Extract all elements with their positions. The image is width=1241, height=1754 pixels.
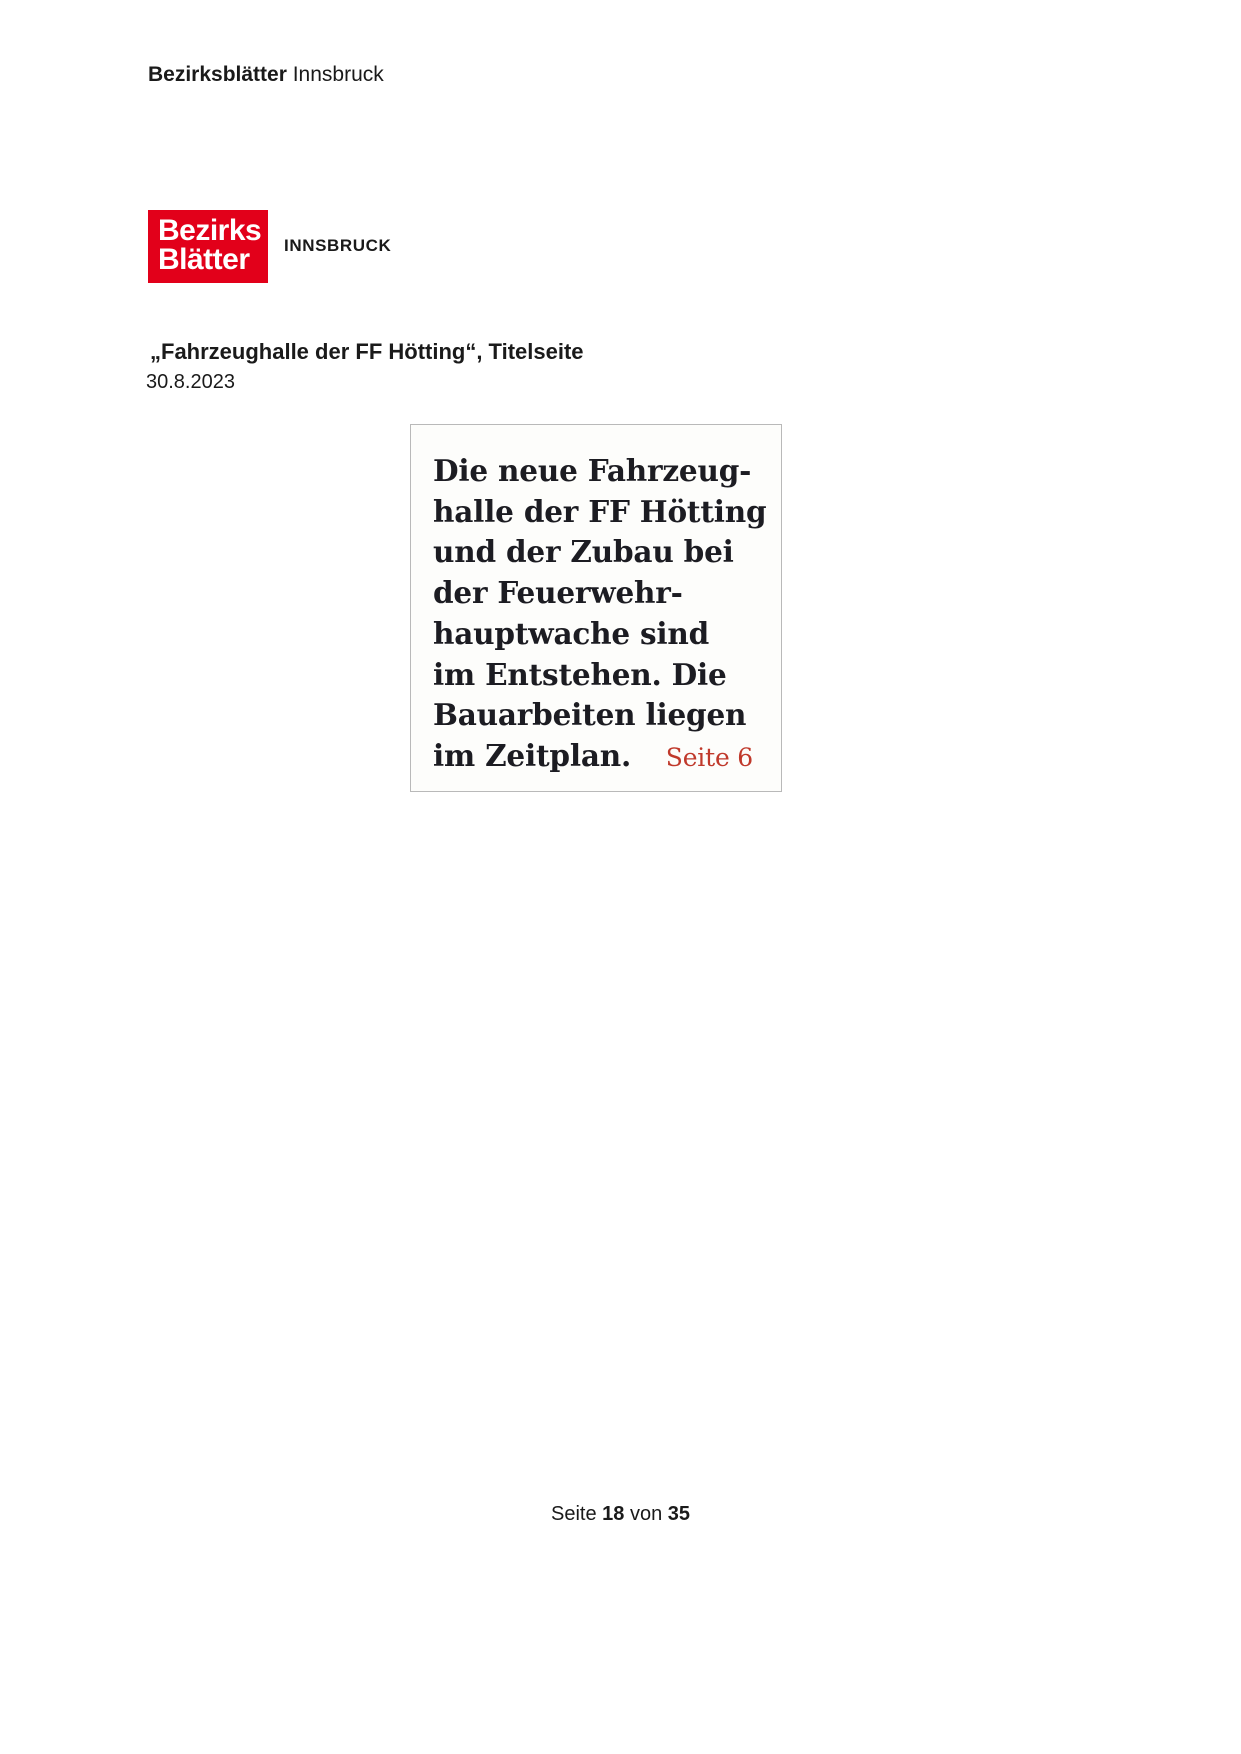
publication-logo <box>148 210 391 283</box>
footer-prefix: Seite <box>550 1503 603 1525</box>
header-brand: Bezirksblätter <box>148 63 287 86</box>
logo-region-label: INNSBRUCK <box>284 236 392 256</box>
clipping-line: im Entstehen. Die <box>433 656 727 692</box>
page-footer <box>0 1502 1241 1526</box>
document-header <box>148 62 384 87</box>
newspaper-clipping <box>410 424 782 792</box>
footer-current-page: 18 <box>602 1503 625 1525</box>
footer-total-pages: 35 <box>667 1503 690 1525</box>
clipping-line: Die neue Fahrzeug- <box>433 453 752 488</box>
clipping-line: Bauarbeiten liegen <box>433 697 747 733</box>
clipping-line: im Zeitplan. <box>433 737 632 773</box>
logo-line-2: Blätter <box>158 243 250 277</box>
clipping-last-line-row <box>433 736 757 777</box>
clipping-line: halle der FF Hötting <box>433 493 767 529</box>
clipping-line: hauptwache sind <box>433 615 710 651</box>
article-title: „Fahrzeughalle der FF Hötting“, Titelseite <box>150 339 584 364</box>
clipping-line: der Feuerwehr- <box>433 575 683 611</box>
logo-line-1: Bezirks <box>158 214 262 247</box>
clipping-text <box>433 451 767 777</box>
clipping-line: und der Zubau bei <box>433 534 734 570</box>
logo-mark <box>148 210 268 283</box>
header-edition: Innsbruck <box>286 63 384 86</box>
article-date: 30.8.2023 <box>146 371 235 393</box>
clipping-page-reference: Seite 6 <box>665 742 753 772</box>
footer-middle: von <box>624 1503 668 1525</box>
